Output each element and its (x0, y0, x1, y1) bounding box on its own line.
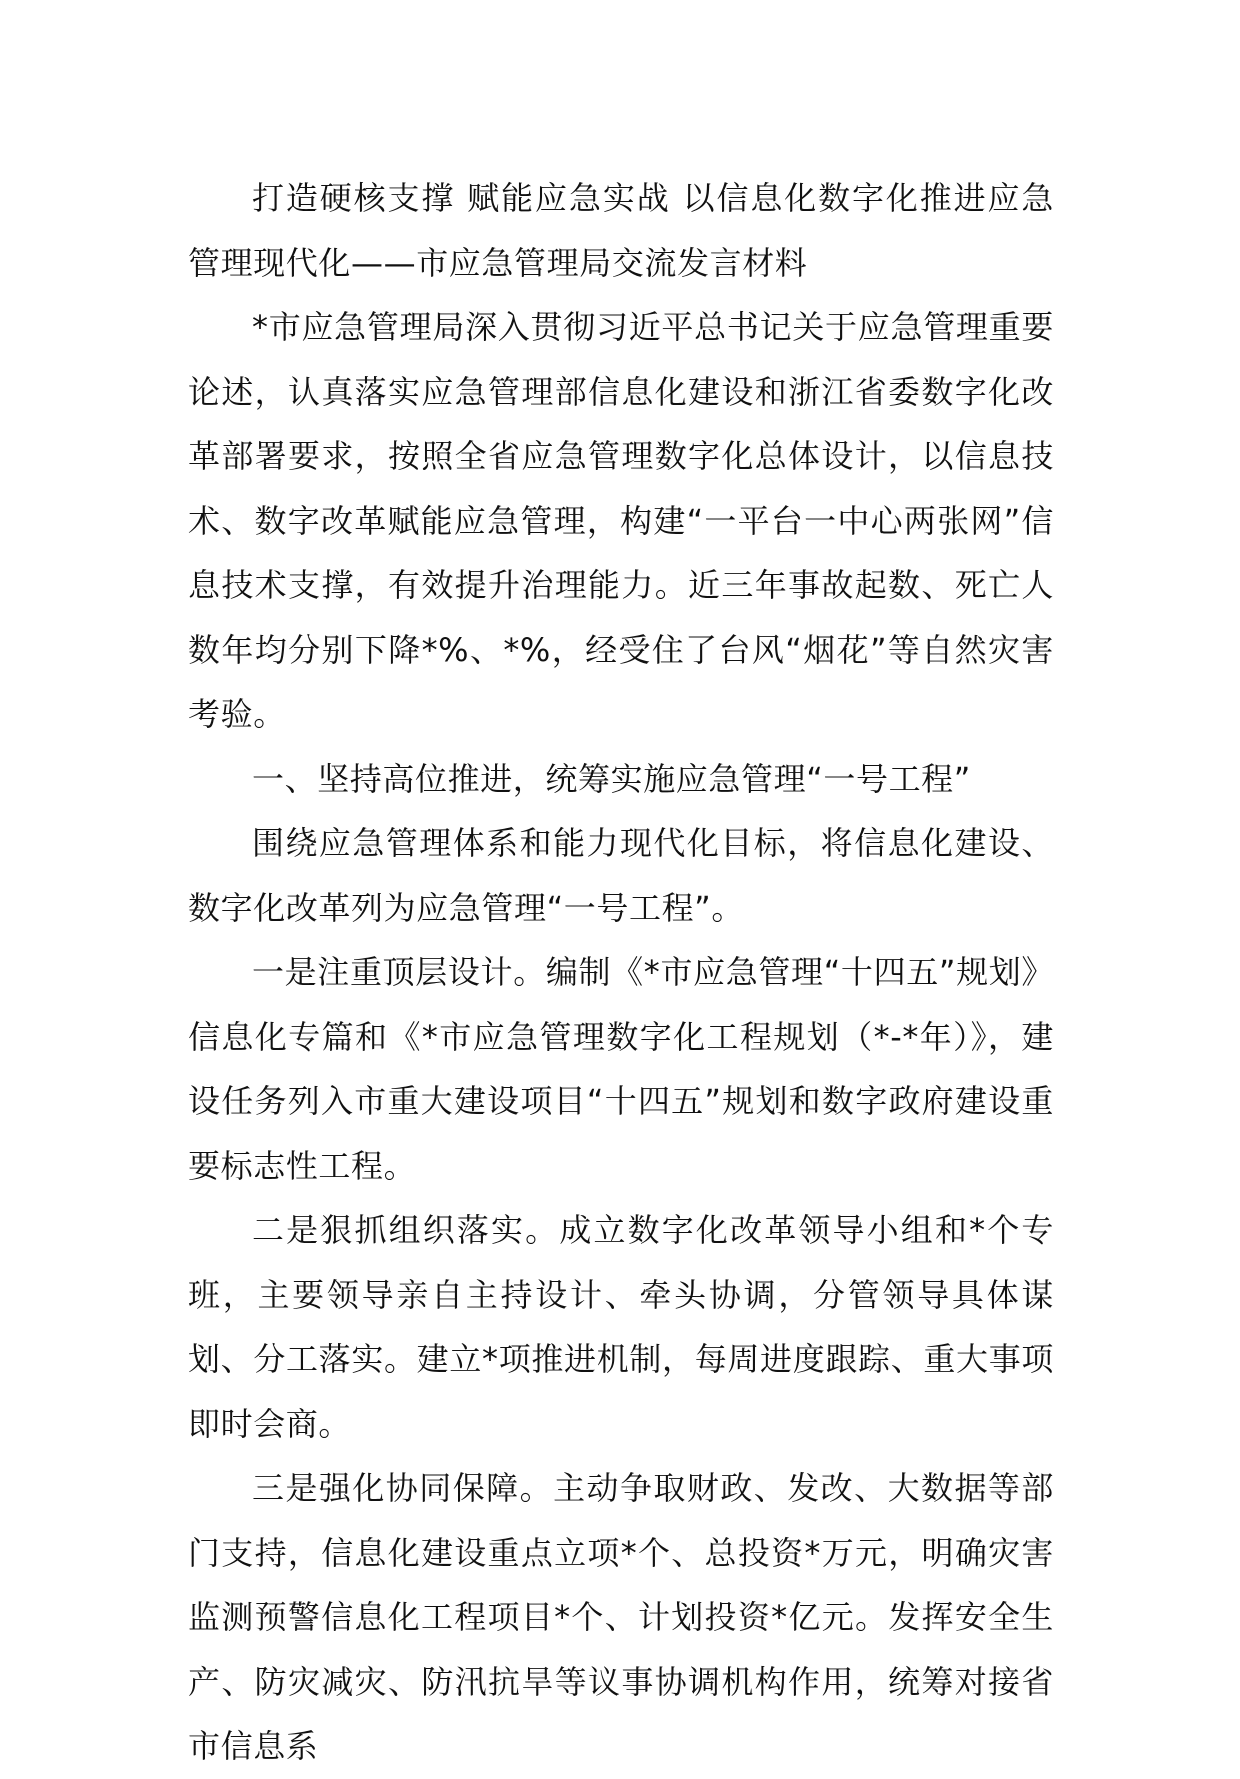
point-organization: 二是狠抓组织落实。成立数字化改革领导小组和*个专班，主要领导亲自主持设计、牵头协调，分管领导具体谋划、分工落实。建立*项推进机制，每周进度跟踪、重大事项即时会商。 (188, 1211, 1054, 1443)
section-heading-1: 一、坚持高位推进，统筹实施应急管理“一号工程” (252, 759, 971, 798)
document-body (188, 166, 1054, 1779)
document-title: 打造硬核支撑 赋能应急实战 以信息化数字化推进应急管理现代化——市应急管理局交流发言材料 (188, 179, 1054, 282)
intro-paragraph: *市应急管理局深入贯彻习近平总书记关于应急管理重要论述，认真落实应急管理部信息化建设和浙江省委数字化改革部署要求，按照全省应急管理数字化总体设计，以信息技术、数字改革赋能应急管理，构建“一平台一中心两张网”信息技术支撑，有效提升治理能力。近三年事故起数、死亡人数年均分别下降*%、*%，经受住了台风“烟花”等自然灾害考验。 (188, 308, 1054, 733)
section-1-summary: 围绕应急管理体系和能力现代化目标，将信息化建设、数字化改革列为应急管理“一号工程”。 (188, 824, 1054, 927)
point-coordination: 三是强化协同保障。主动争取财政、发改、大数据等部门支持，信息化建设重点立项*个、总投资*万元，明确灾害监测预警信息化工程项目*个、计划投资*亿元。发挥安全生产、防灾减灾、防汛抗旱等议事协调机构作用，统筹对接省市信息系 (188, 1469, 1054, 1765)
point-top-level-design: 一是注重顶层设计。编制《*市应急管理“十四五”规划》信息化专篇和《*市应急管理数字化工程规划（*-*年）》，建设任务列入市重大建设项目“十四五”规划和数字政府建设重要标志性工程。 (188, 953, 1054, 1185)
